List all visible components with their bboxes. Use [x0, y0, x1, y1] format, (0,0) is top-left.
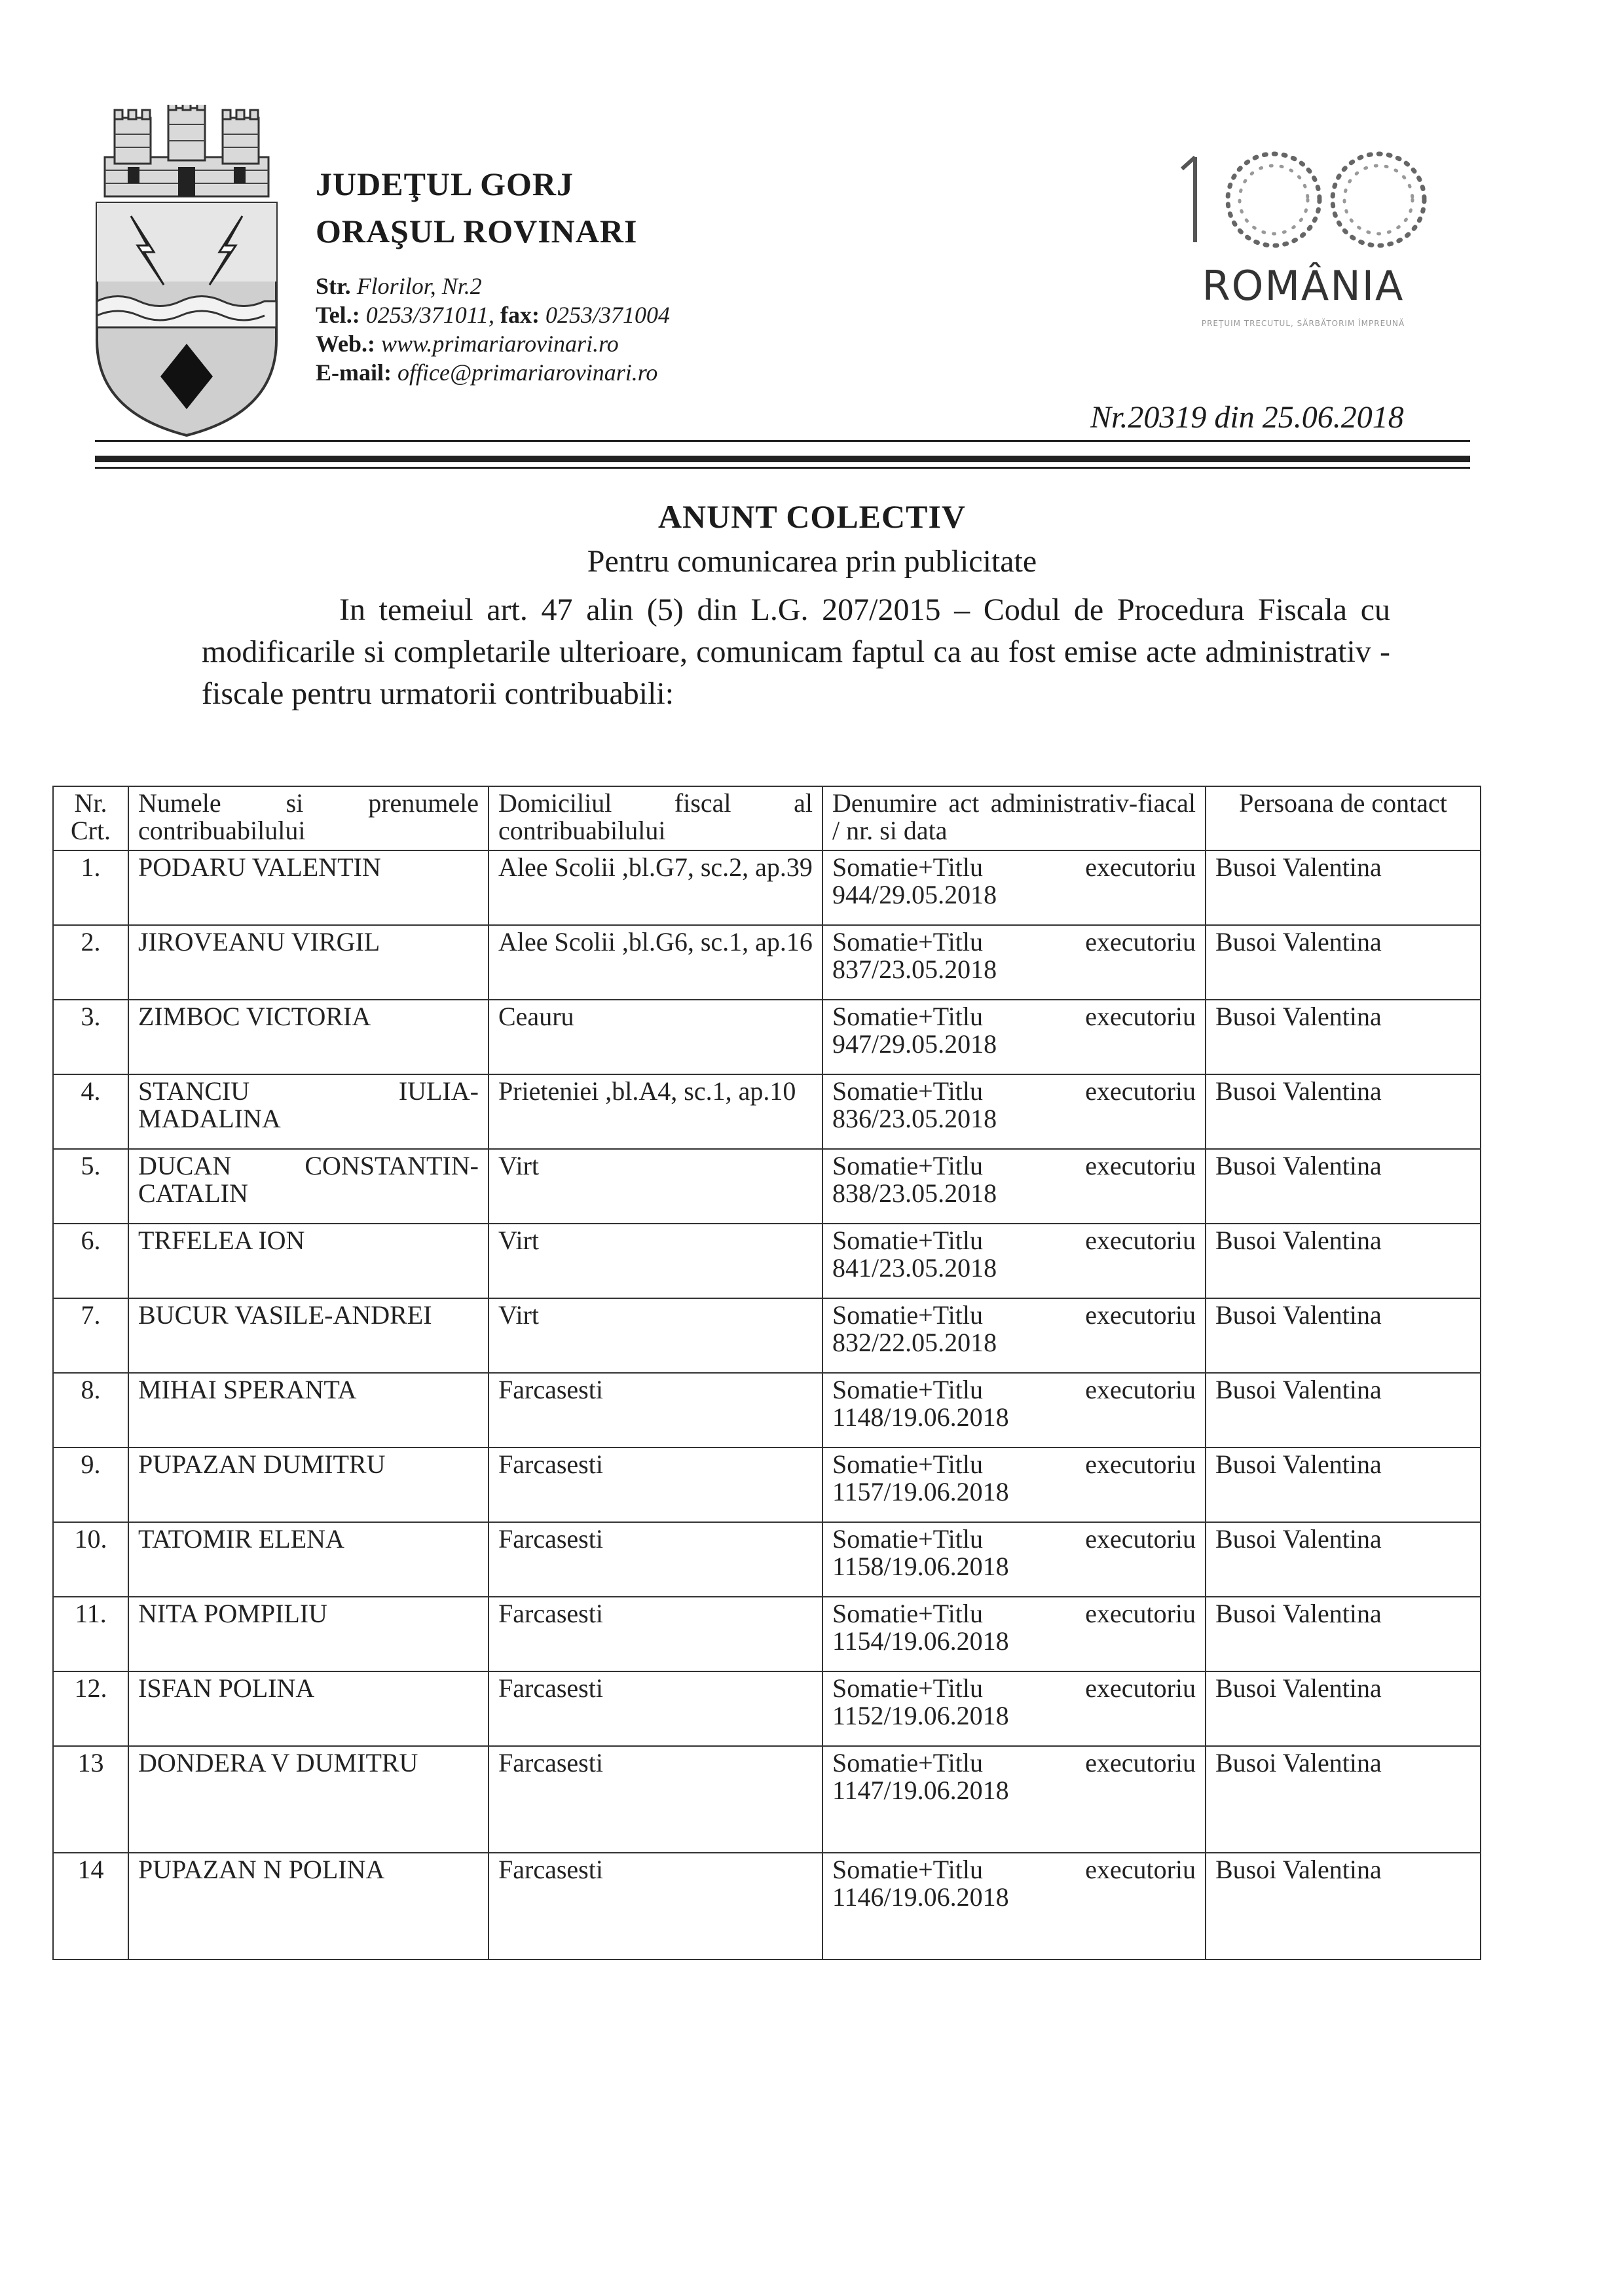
web-value: www.primariarovinari.ro — [381, 331, 619, 357]
tel-label: Tel.: — [316, 302, 360, 328]
email-value: office@primariarovinari.ro — [397, 359, 658, 386]
cell-contact: Busoi Valentina — [1206, 850, 1481, 925]
cell-address: Virt — [489, 1224, 822, 1298]
table-row — [53, 1597, 1481, 1671]
cell-contact: Busoi Valentina — [1206, 1373, 1481, 1448]
cell-act: Somatie+Titlu executoriu 1147/19.06.2018 — [822, 1746, 1206, 1853]
phone-line — [316, 301, 670, 329]
table-row — [53, 850, 1481, 925]
header-divider-thin-lower — [95, 467, 1470, 469]
county-name: JUDEŢUL GORJ — [316, 166, 574, 202]
announcement-title: ANUNT COLECTIV — [657, 498, 967, 535]
cell-contact: Busoi Valentina — [1206, 1448, 1481, 1522]
cell-address: Virt — [489, 1298, 822, 1373]
cell-name: ZIMBOC VICTORIA — [128, 1000, 489, 1074]
cell-name: DONDERA V DUMITRU — [128, 1746, 489, 1853]
cell-nr: 1. — [53, 850, 128, 925]
cell-act: Somatie+Titlu executoriu 841/23.05.2018 — [822, 1224, 1206, 1298]
cell-nr: 13 — [53, 1746, 128, 1853]
cell-name: DUCAN CONSTANTIN-CATALIN — [128, 1149, 489, 1224]
cell-address: Virt — [489, 1149, 822, 1224]
table-row — [53, 1522, 1481, 1597]
col-header-nr: Nr. Crt. — [53, 786, 128, 850]
cell-nr: 2. — [53, 925, 128, 1000]
romania-centenar-logo — [1159, 137, 1447, 334]
table-row — [53, 1853, 1481, 1959]
col-header-address: Domiciliul fiscal al contribuabilului — [489, 786, 822, 850]
taxpayers-table — [52, 786, 1481, 1960]
table-row — [53, 1746, 1481, 1853]
town-name: ORAŞUL ROVINARI — [316, 213, 638, 249]
cell-contact: Busoi Valentina — [1206, 1853, 1481, 1959]
cell-contact: Busoi Valentina — [1206, 1149, 1481, 1224]
cell-name: PUPAZAN N POLINA — [128, 1853, 489, 1959]
cell-act: Somatie+Titlu executoriu 1158/19.06.2018 — [822, 1522, 1206, 1597]
cell-address: Prieteniei ,bl.A4, sc.1, ap.10 — [489, 1074, 822, 1149]
cell-contact: Busoi Valentina — [1206, 1522, 1481, 1597]
address-value: Florilor, Nr.2 — [356, 273, 482, 299]
table-header-row — [53, 786, 1481, 850]
table-row — [53, 1448, 1481, 1522]
cell-act: Somatie+Titlu executoriu 1146/19.06.2018 — [822, 1853, 1206, 1959]
cell-name: TRFELEA ION — [128, 1224, 489, 1298]
cell-name: BUCUR VASILE-ANDREI — [128, 1298, 489, 1373]
cell-address: Farcasesti — [489, 1746, 822, 1853]
address-line — [316, 272, 670, 301]
table-row — [53, 1149, 1481, 1224]
cell-contact: Busoi Valentina — [1206, 1597, 1481, 1671]
header-divider-thin — [95, 440, 1470, 442]
cell-address: Farcasesti — [489, 1853, 822, 1959]
address-label: Str. — [316, 273, 351, 299]
cell-act: Somatie+Titlu executoriu 947/29.05.2018 — [822, 1000, 1206, 1074]
cell-act: Somatie+Titlu executoriu 1157/19.06.2018 — [822, 1448, 1206, 1522]
cell-contact: Busoi Valentina — [1206, 1746, 1481, 1853]
table-row — [53, 925, 1481, 1000]
table-row — [53, 1298, 1481, 1373]
rovinari-coat-of-arms-icon — [92, 105, 282, 439]
cell-nr: 5. — [53, 1149, 128, 1224]
cell-contact: Busoi Valentina — [1206, 1224, 1481, 1298]
cell-address: Farcasesti — [489, 1671, 822, 1746]
fax-value: 0253/371004 — [545, 302, 671, 328]
centenar-100-icon — [1159, 137, 1447, 262]
cell-act: Somatie+Titlu executoriu 837/23.05.2018 — [822, 925, 1206, 1000]
header-divider-thick — [95, 456, 1470, 462]
col-header-name: Numele si prenumele contribuabilului — [128, 786, 489, 850]
cell-name: JIROVEANU VIRGIL — [128, 925, 489, 1000]
cell-address: Alee Scolii ,bl.G7, sc.2, ap.39 — [489, 850, 822, 925]
table-row — [53, 1373, 1481, 1448]
fax-label: fax: — [500, 302, 540, 328]
announcement-subtitle: Pentru comunicarea prin publicitate — [587, 544, 1037, 579]
table-row — [53, 1000, 1481, 1074]
cell-act: Somatie+Titlu executoriu 1148/19.06.2018 — [822, 1373, 1206, 1448]
institution-header — [316, 160, 670, 387]
cell-nr: 6. — [53, 1224, 128, 1298]
cell-contact: Busoi Valentina — [1206, 1000, 1481, 1074]
web-label: Web.: — [316, 331, 376, 357]
cell-nr: 8. — [53, 1373, 128, 1448]
cell-address: Farcasesti — [489, 1373, 822, 1448]
cell-act: Somatie+Titlu executoriu 1154/19.06.2018 — [822, 1597, 1206, 1671]
table-row — [53, 1224, 1481, 1298]
cell-nr: 9. — [53, 1448, 128, 1522]
cell-name: STANCIU IULIA-MADALINA — [128, 1074, 489, 1149]
cell-nr: 12. — [53, 1671, 128, 1746]
cell-act: Somatie+Titlu executoriu 944/29.05.2018 — [822, 850, 1206, 925]
announcement-intro: In temeiul art. 47 alin (5) din L.G. 207/2015 – Codul de Procedura Fiscala cu modificarile si completarile ulterioare, comunicam faptul ca au fost emise acte administrativ - fiscale pentru urmatorii contribuabili: — [202, 592, 1390, 711]
cell-act: Somatie+Titlu executoriu 836/23.05.2018 — [822, 1074, 1206, 1149]
email-line — [316, 358, 670, 387]
web-line — [316, 329, 670, 358]
cell-act: Somatie+Titlu executoriu 1152/19.06.2018 — [822, 1671, 1206, 1746]
cell-act: Somatie+Titlu executoriu 838/23.05.2018 — [822, 1149, 1206, 1224]
cell-name: MIHAI SPERANTA — [128, 1373, 489, 1448]
cell-address: Farcasesti — [489, 1448, 822, 1522]
cell-contact: Busoi Valentina — [1206, 1298, 1481, 1373]
cell-contact: Busoi Valentina — [1206, 925, 1481, 1000]
cell-nr: 14 — [53, 1853, 128, 1959]
cell-nr: 4. — [53, 1074, 128, 1149]
cell-contact: Busoi Valentina — [1206, 1671, 1481, 1746]
cell-name: PUPAZAN DUMITRU — [128, 1448, 489, 1522]
col-header-act: Denumire act administrativ-fiacal / nr. si data — [822, 786, 1206, 850]
centenar-tagline: PREŢUIM TRECUTUL, SĂRBĂTORIM ÎMPREUNĂ — [1201, 319, 1405, 328]
centenar-word: ROMÂNIA — [1202, 262, 1405, 310]
email-label: E-mail: — [316, 359, 392, 386]
table-row — [53, 1671, 1481, 1746]
cell-name: ISFAN POLINA — [128, 1671, 489, 1746]
cell-nr: 10. — [53, 1522, 128, 1597]
cell-name: TATOMIR ELENA — [128, 1522, 489, 1597]
cell-contact: Busoi Valentina — [1206, 1074, 1481, 1149]
cell-nr: 3. — [53, 1000, 128, 1074]
cell-nr: 11. — [53, 1597, 128, 1671]
cell-address: Farcasesti — [489, 1522, 822, 1597]
cell-address: Alee Scolii ,bl.G6, sc.1, ap.16 — [489, 925, 822, 1000]
cell-address: Farcasesti — [489, 1597, 822, 1671]
cell-address: Ceauru — [489, 1000, 822, 1074]
cell-name: NITA POMPILIU — [128, 1597, 489, 1671]
cell-name: PODARU VALENTIN — [128, 850, 489, 925]
table-row — [53, 1074, 1481, 1149]
tel-value: 0253/371011, — [365, 302, 495, 328]
col-header-contact: Persoana de contact — [1206, 786, 1481, 850]
cell-nr: 7. — [53, 1298, 128, 1373]
cell-act: Somatie+Titlu executoriu 832/22.05.2018 — [822, 1298, 1206, 1373]
registration-number: Nr.20319 din 25.06.2018 — [1090, 400, 1404, 435]
